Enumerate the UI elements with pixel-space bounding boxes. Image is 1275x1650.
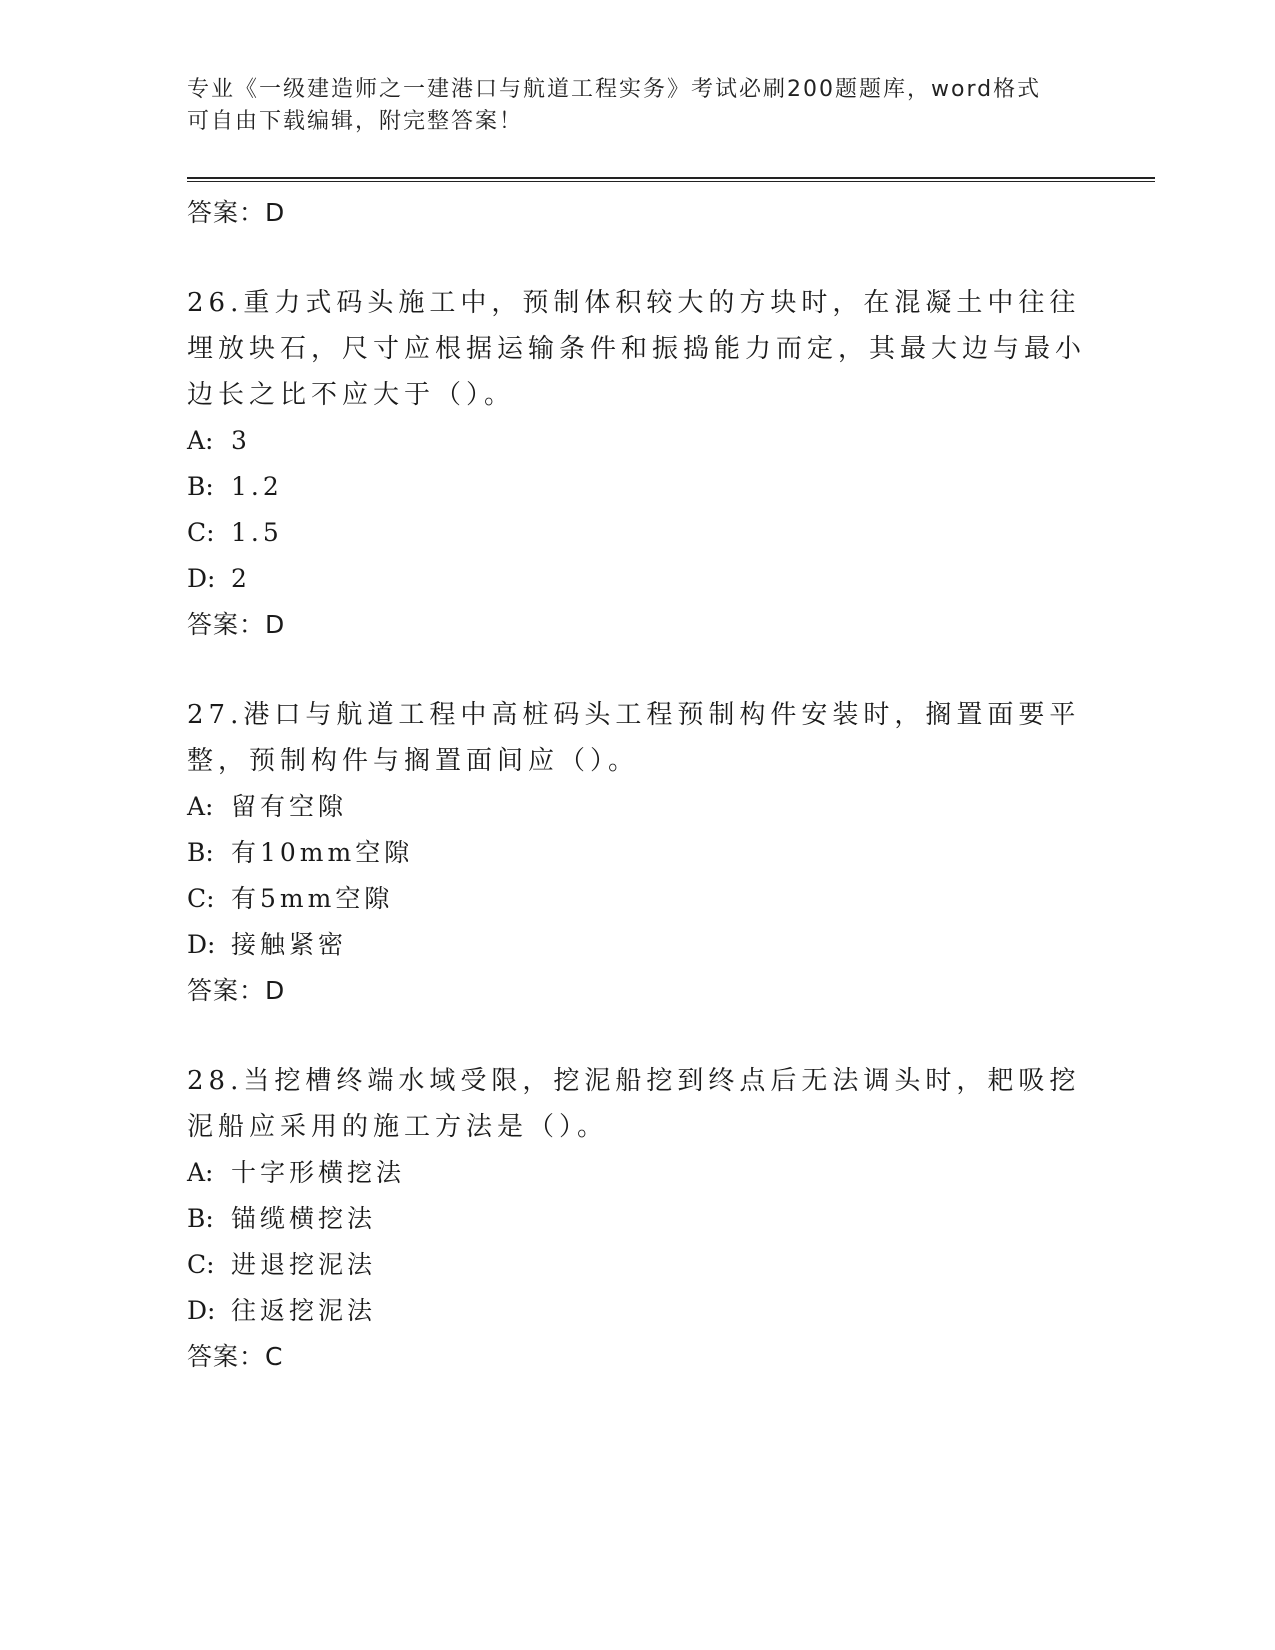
question-26 xyxy=(187,280,1087,648)
question-text: 26.重力式码头施工中，预制体积较大的方块时，在混凝土中往往埋放块石，尺寸应根据运输条件和振捣能力而定，其最大边与最小边长之比不应大于（）。 xyxy=(187,288,1087,410)
previous-answer: 答案：D xyxy=(187,198,286,227)
question-text: 27.港口与航道工程中高桩码头工程预制构件安装时，搁置面要平整，预制构件与搁置面间应（）。 xyxy=(187,700,1081,776)
option-text: 往返挖泥法 xyxy=(231,1296,377,1325)
option-a xyxy=(187,418,1087,464)
option-text: 1.2 xyxy=(231,472,283,501)
answer-line: 答案：C xyxy=(187,1342,284,1371)
option-c xyxy=(187,1242,1087,1288)
answer-line: 答案：D xyxy=(187,976,286,1005)
option-text: 有5mm空隙 xyxy=(231,884,394,913)
question-27 xyxy=(187,692,1087,1014)
option-text: 十字形横挖法 xyxy=(231,1158,406,1187)
document-header xyxy=(187,74,1067,138)
option-text: 留有空隙 xyxy=(231,792,348,821)
option-letter: A: xyxy=(187,426,214,455)
question-28 xyxy=(187,1058,1087,1380)
option-letter: B: xyxy=(187,472,214,501)
option-b xyxy=(187,464,1087,510)
option-letter: C: xyxy=(187,884,215,913)
option-b xyxy=(187,830,1087,876)
option-letter: C: xyxy=(187,518,215,547)
option-text: 3 xyxy=(231,426,251,455)
option-text: 接触紧密 xyxy=(231,930,348,959)
option-letter: A: xyxy=(187,792,214,821)
option-b xyxy=(187,1196,1087,1242)
question-text: 28.当挖槽终端水域受限，挖泥船挖到终点后无法调头时，耙吸挖泥船应采用的施工方法是（）。 xyxy=(187,1066,1081,1142)
option-letter: B: xyxy=(187,838,214,867)
option-letter: A: xyxy=(187,1158,214,1187)
header-title-line2: 可自由下载编辑，附完整答案！ xyxy=(187,109,524,134)
option-d xyxy=(187,1288,1087,1334)
option-text: 进退挖泥法 xyxy=(231,1250,377,1279)
option-d xyxy=(187,922,1087,968)
option-a xyxy=(187,1150,1087,1196)
header-divider xyxy=(187,177,1155,182)
answer-line: 答案：D xyxy=(187,610,286,639)
option-text: 2 xyxy=(231,564,251,593)
option-a xyxy=(187,784,1087,830)
option-letter: B: xyxy=(187,1204,214,1233)
option-c xyxy=(187,510,1087,556)
option-letter: D: xyxy=(187,1296,216,1325)
option-text: 锚缆横挖法 xyxy=(231,1204,377,1233)
question-list xyxy=(187,190,1087,1380)
option-text: 1.5 xyxy=(231,518,283,547)
option-letter: D: xyxy=(187,564,216,593)
option-c xyxy=(187,876,1087,922)
option-letter: D: xyxy=(187,930,216,959)
header-title-line1: 专业《一级建造师之一建港口与航道工程实务》考试必刷200题题库，word格式 xyxy=(187,77,1042,102)
option-letter: C: xyxy=(187,1250,215,1279)
option-d xyxy=(187,556,1087,602)
option-text: 有10mm空隙 xyxy=(231,838,414,867)
